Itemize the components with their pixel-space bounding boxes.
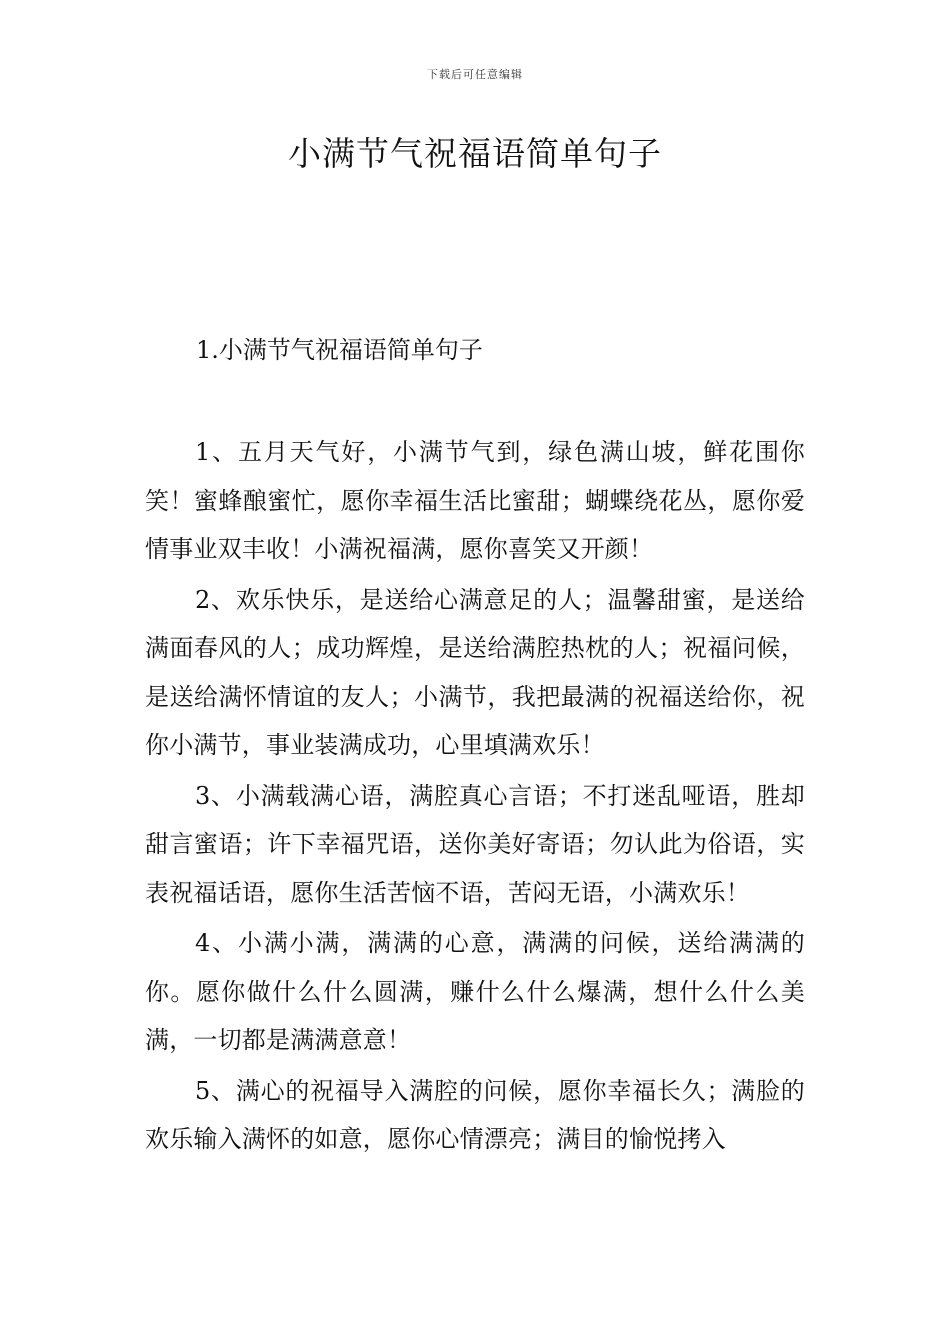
paragraph-2: 2、欢乐快乐，是送给心满意足的人；温馨甜蜜，是送给满面春风的人；成功辉煌，是送给满腔热枕的人；祝福问候，是送给满怀情谊的友人；小满节，我把最满的祝福送给你，祝你小满节，事业装满成功，心里填满欢乐！ bbox=[145, 585, 805, 759]
paragraph-3: 3、小满载满心语，满腔真心言语；不打迷乱哑语，胜却甜言蜜语；许下幸福咒语，送你美好寄语；勿认此为俗语，实表祝福话语，愿你生活苦恼不语，苦闷无语，小满欢乐！ bbox=[145, 781, 805, 907]
document-body bbox=[145, 428, 805, 1166]
section-heading: 1.小满节气祝福语简单句子 bbox=[196, 336, 483, 364]
document-title: 小满节气祝福语简单句子 bbox=[288, 134, 662, 173]
paragraph-4: 4、小满小满，满满的心意，满满的问候，送给满满的你。愿你做什么什么圆满，赚什么什么爆满，想什么什么美满，一切都是满满意意！ bbox=[145, 929, 805, 1054]
paragraph-1: 1、五月天气好，小满节气到，绿色满山坡，鲜花围你笑！蜜蜂酿蜜忙，愿你幸福生活比蜜甜；蝴蝶绕花丛，愿你爱情事业双丰收！小满祝福满，愿你喜笑又开颜！ bbox=[145, 438, 805, 563]
header-note: 下载后可任意编辑 bbox=[427, 68, 523, 81]
paragraph-5: 5、满心的祝福导入满腔的问候，愿你幸福长久；满脸的欢乐输入满怀的如意，愿你心情漂亮；满目的愉悦拷入 bbox=[145, 1076, 805, 1153]
